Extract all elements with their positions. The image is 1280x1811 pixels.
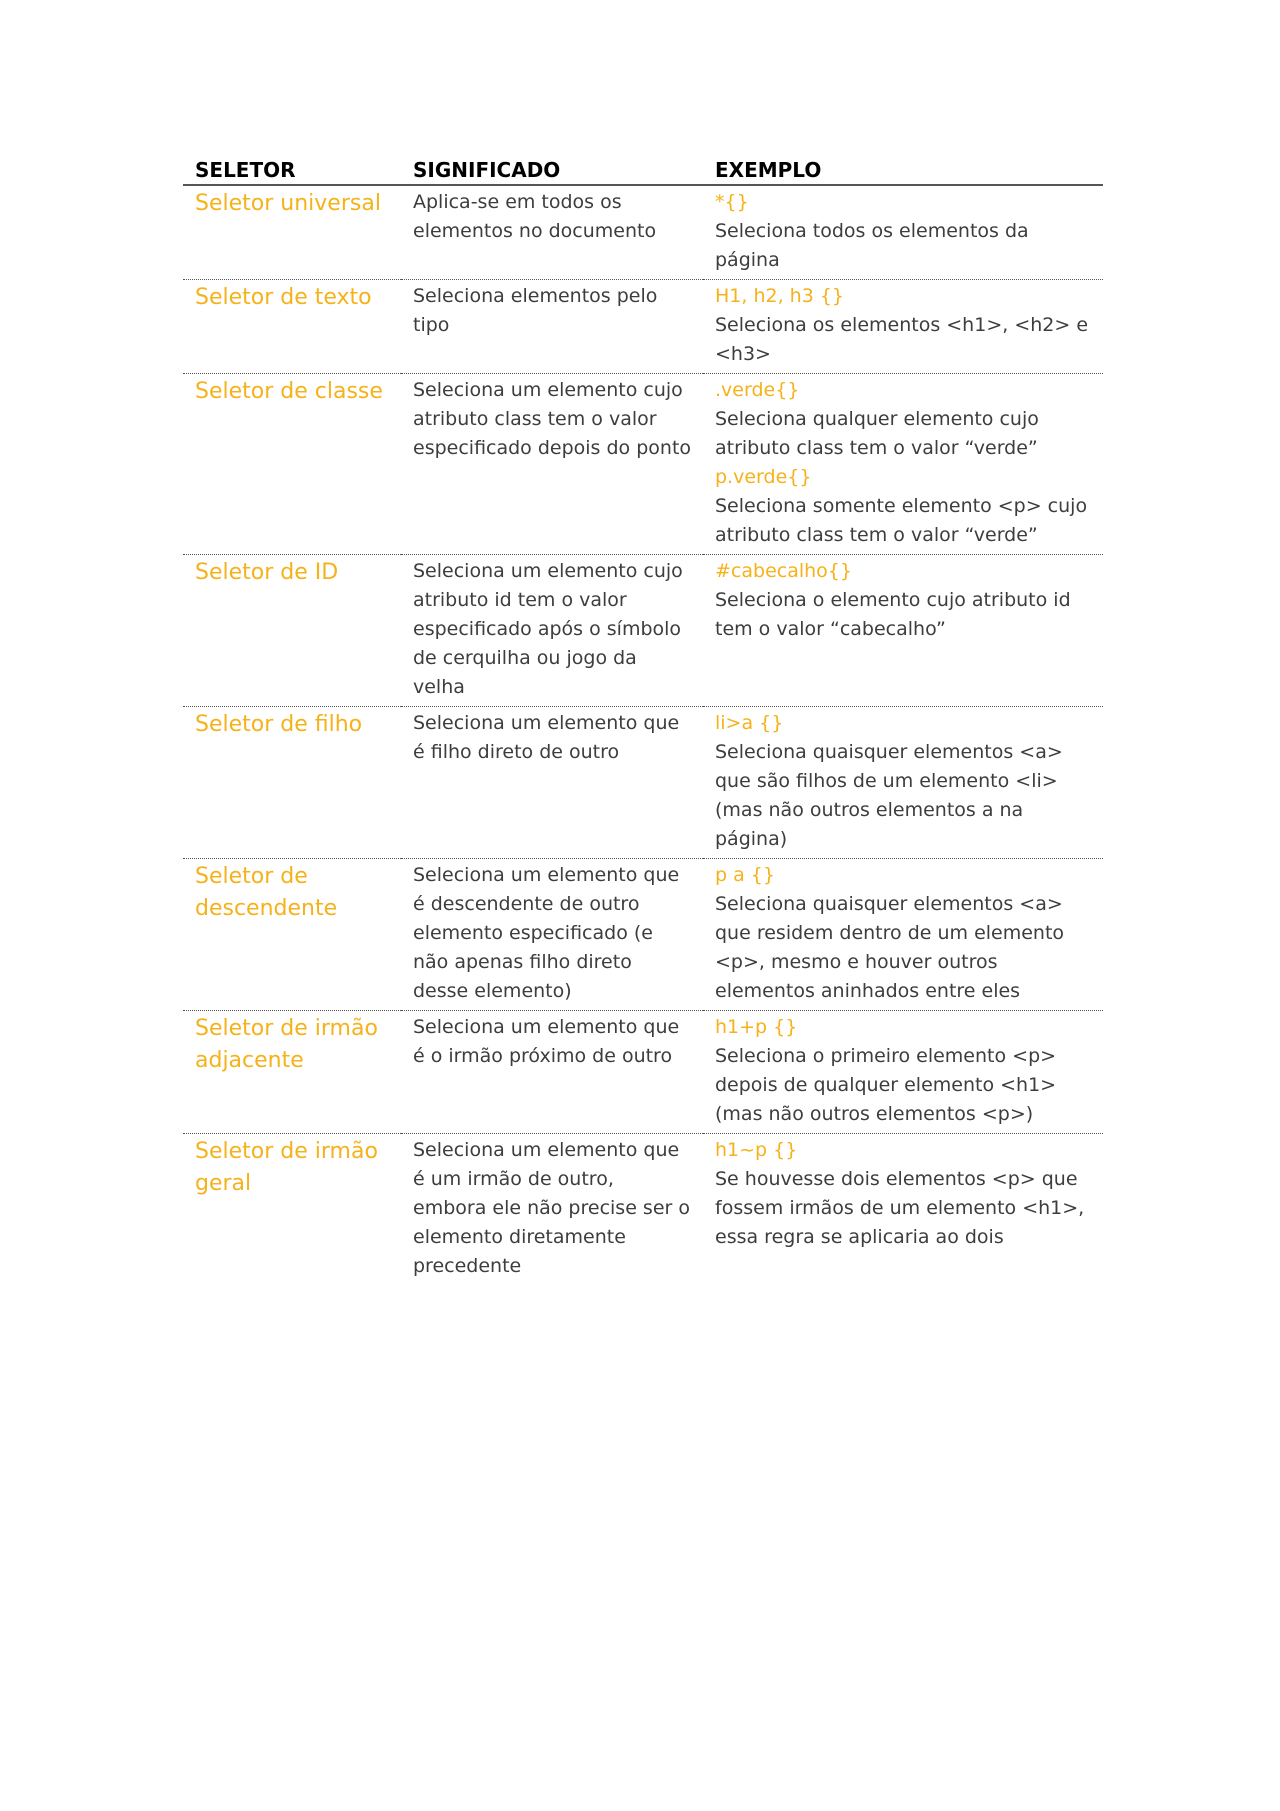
selector-meaning: Seleciona um elemento cujo atributo class tem o valor especificado depois do ponto <box>401 374 703 555</box>
header-exemplo: EXEMPLO <box>703 152 1103 185</box>
table-row <box>183 859 1103 1011</box>
table-row <box>183 707 1103 859</box>
header-significado: SIGNIFICADO <box>401 152 703 185</box>
example-code: .verde{} <box>715 379 800 401</box>
selector-example <box>703 859 1103 1011</box>
table-row <box>183 1134 1103 1286</box>
selector-example <box>703 1011 1103 1134</box>
selector-name: Seletor de classe <box>183 374 401 555</box>
example-code: H1, h2, h3 {} <box>715 285 845 307</box>
selector-meaning: Seleciona um elemento que é o irmão próximo de outro <box>401 1011 703 1134</box>
selector-meaning: Seleciona um elemento cujo atributo id tem o valor especificado após o símbolo de cerquilha ou jogo da velha <box>401 555 703 707</box>
example-description: Seleciona somente elemento <p> cujo atributo class tem o valor “verde” <box>715 495 1088 546</box>
table-row <box>183 280 1103 374</box>
css-selectors-table <box>183 152 1103 1285</box>
example-code: p.verde{} <box>715 466 812 488</box>
table-row <box>183 555 1103 707</box>
selector-example <box>703 185 1103 280</box>
selector-name: Seletor universal <box>183 185 401 280</box>
selector-example <box>703 707 1103 859</box>
selector-name: Seletor de descendente <box>183 859 401 1011</box>
selector-example <box>703 280 1103 374</box>
example-description: Seleciona todos os elementos da página <box>715 220 1029 271</box>
example-description: Seleciona qualquer elemento cujo atributo class tem o valor “verde” <box>715 408 1039 459</box>
selector-example <box>703 555 1103 707</box>
document-page <box>183 152 1103 1285</box>
header-seletor: SELETOR <box>183 152 401 185</box>
selector-name: Seletor de filho <box>183 707 401 859</box>
example-code: h1~p {} <box>715 1139 798 1161</box>
example-description: Seleciona quaisquer elementos <a> que residem dentro de um elemento <p>, mesmo e houver outros elementos aninhados entre eles <box>715 893 1065 1002</box>
selector-example <box>703 374 1103 555</box>
selector-name: Seletor de irmão adjacente <box>183 1011 401 1134</box>
table-header <box>183 152 1103 185</box>
selector-name: Seletor de irmão geral <box>195 1139 378 1196</box>
example-description: Seleciona o elemento cujo atributo id tem o valor “cabecalho” <box>715 589 1071 640</box>
selector-meaning: Aplica-se em todos os elementos no documento <box>401 185 703 280</box>
selector-name: Seletor de ID <box>183 555 401 707</box>
selector-meaning: Seleciona um elemento que é filho direto de outro <box>401 707 703 859</box>
example-code: h1+p {} <box>715 1016 798 1038</box>
table-row <box>183 1011 1103 1134</box>
example-description: Seleciona o primeiro elemento <p> depois de qualquer elemento <h1> (mas não outros elementos <p>) <box>715 1045 1057 1125</box>
example-code: #cabecalho{} <box>715 560 852 582</box>
example-description: Seleciona os elementos <h1>, <h2> e <h3> <box>715 314 1089 365</box>
selector-name: Seletor de texto <box>183 280 401 374</box>
selector-meaning: Seleciona um elemento que é um irmão de outro, embora ele não precise ser o elemento diretamente precedente <box>413 1139 690 1277</box>
selector-meaning: Seleciona elementos pelo tipo <box>401 280 703 374</box>
example-code: *{} <box>715 191 749 213</box>
example-description: Seleciona quaisquer elementos <a> que são filhos de um elemento <li> (mas não outros elementos a na página) <box>715 741 1063 850</box>
table-row <box>183 185 1103 280</box>
selector-example <box>703 1134 1103 1286</box>
header-row <box>183 152 1103 185</box>
table-row <box>183 374 1103 555</box>
example-code: p a {} <box>715 864 775 886</box>
selector-meaning: Seleciona um elemento que é descendente de outro elemento especificado (e não apenas filho direto desse elemento) <box>401 859 703 1011</box>
example-code: li>a {} <box>715 712 784 734</box>
example-description: Se houvesse dois elementos <p> que fossem irmãos de um elemento <h1>, essa regra se aplicaria ao dois <box>715 1168 1085 1248</box>
